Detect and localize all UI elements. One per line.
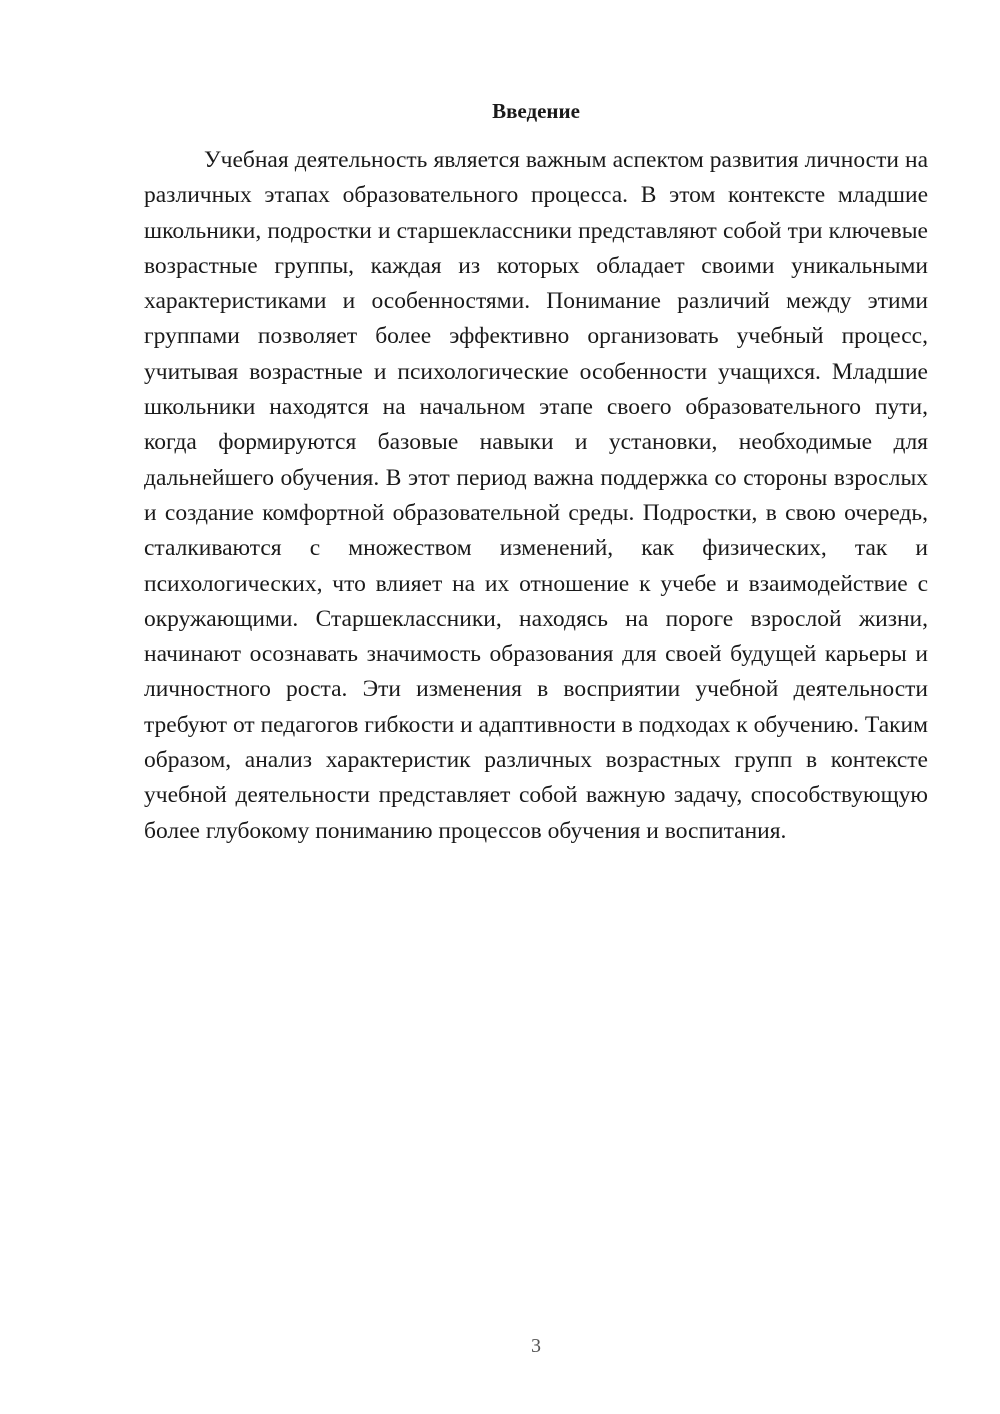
body-paragraph: Учебная деятельность является важным аспектом развития личности на различных этапах образовательного процесса. В этом контексте младшие школьники, подростки и старшеклассники представляют собой три ключевые возрастные группы, каждая из которых обладает своими уникальными характеристиками и особенностями. Понимание различий между этими группами позволяет более эффективно организовать учебный процесс, учитывая возрастные и психологические особенности учащихся. Младшие школьники находятся на начальном этапе своего образовательного пути, когда формируются базовые навыки и установки, необходимые для дальнейшего обучения. В этот период важна поддержка со стороны взрослых и создание комфортной образовательной среды. Подростки, в свою очередь, сталкиваются с множеством изменений, как физических, так и психологических, что влияет на их отношение к учебе и взаимодействие с окружающими. Старшеклассники, находясь на пороге взрослой жизни, начинают осознавать значимость образования для своей будущей карьеры и личностного роста. Эти изменения в восприятии учебной деятельности требуют от педагогов гибкости и адаптивности в подходах к обучению. Таким образом, анализ характеристик различных возрастных групп в контексте учебной деятельности представляет собой важную задачу, способствующую более глубокому пониманию процессов обучения и воспитания. <box>144 147 928 844</box>
section-title: Введение <box>492 99 580 123</box>
page-number: 3 <box>531 1335 541 1357</box>
